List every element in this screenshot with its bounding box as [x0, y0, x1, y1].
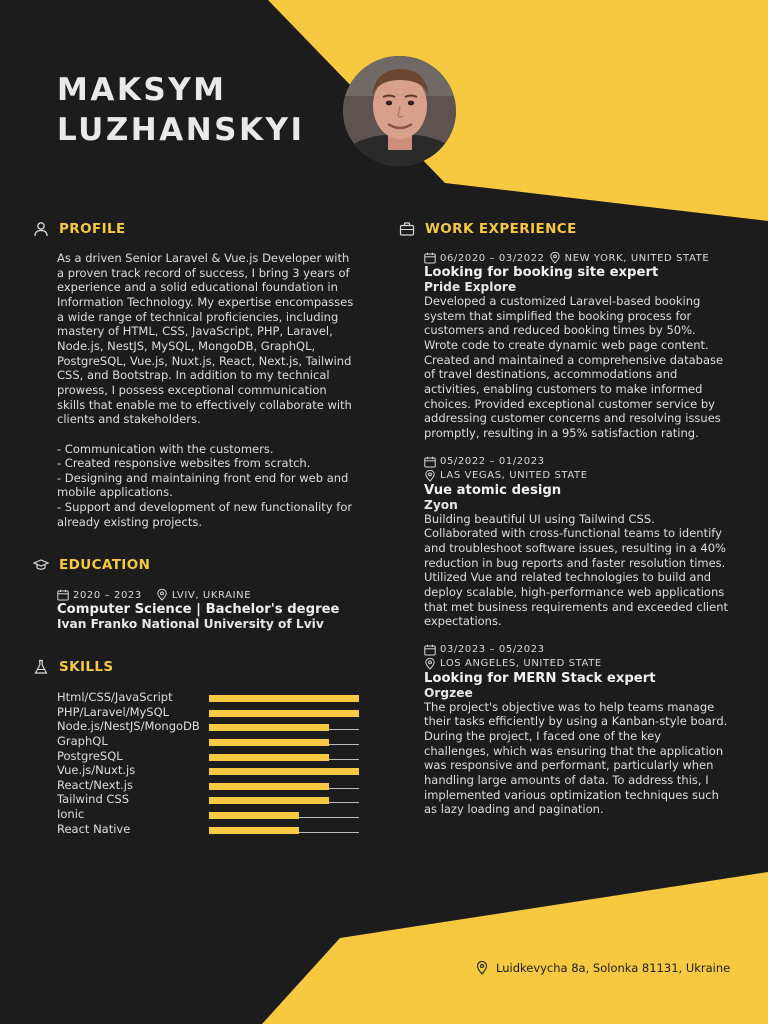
calendar-icon: [57, 589, 69, 601]
education-school: Ivan Franko National University of Lviv: [57, 617, 324, 631]
skill-level-fill: [209, 797, 329, 804]
education-meta: [57, 588, 367, 602]
job-title: Vue atomic design: [424, 482, 562, 498]
skill-level-fill: [209, 724, 329, 731]
avatar-photo: [343, 56, 456, 166]
candidate-name: [57, 70, 337, 150]
address-text: Luidkevycha 8a, Solonka 81131, Ukraine: [496, 961, 731, 975]
skills-heading: [33, 659, 114, 675]
skill-level-fill: [209, 768, 359, 775]
job-location: NEW YORK, UNITED STATE: [564, 252, 710, 264]
flask-icon: [33, 659, 49, 675]
job-entry: [424, 251, 729, 441]
skill-level-bar: [209, 792, 359, 806]
skill-row: [57, 748, 362, 763]
footer-address: [476, 961, 730, 975]
skill-level-bar: [209, 719, 359, 733]
job-dates: 03/2023 – 05/2023: [440, 644, 545, 656]
job-company: Zyon: [424, 497, 458, 512]
education-degree: Computer Science | Bachelor's degree: [57, 602, 340, 617]
job-dates: 06/2020 – 03/2022: [440, 252, 545, 264]
profile-point: - Designing and maintaining front end for web and mobile applications.: [57, 470, 349, 500]
profile-heading: [33, 221, 126, 237]
skill-row: [57, 792, 362, 807]
skill-level-bar: [209, 778, 359, 792]
skill-level-bar: [209, 734, 359, 748]
skill-row: [57, 705, 362, 720]
skill-level-bar: [209, 807, 359, 821]
graduation-cap-icon: [33, 557, 49, 573]
education-heading: [33, 557, 150, 573]
calendar-icon: [424, 456, 436, 468]
skill-row: [57, 690, 362, 705]
location-pin-icon: [476, 961, 488, 975]
skill-row: [57, 778, 362, 793]
skill-level-fill: [209, 710, 359, 717]
skill-level-fill: [209, 695, 359, 702]
skill-name: GraphQL: [57, 734, 108, 749]
job-meta: [424, 643, 729, 657]
last-name: LUZHANSKYI: [57, 112, 305, 148]
profile-title: PROFILE: [59, 221, 126, 237]
skill-level-bar: [209, 705, 359, 719]
job-description: Developed a customized Laravel-based booking system that simplified the booking process for customers and reduced booking times by 50%. Wrote code to create dynamic web page content. Created and maintained a comprehensive database of travel destinations, accommodations and activities, enabling customers to make informed choices. Provided exceptional customer service by addressing customer concerns and resolving issues promptly, resulting in a 95% satisfaction rating.: [424, 294, 724, 440]
briefcase-icon: [399, 221, 415, 237]
skill-row: [57, 821, 362, 836]
education-section: [57, 588, 367, 631]
location-pin-icon: [424, 658, 436, 670]
first-name: MAKSYM: [57, 72, 227, 108]
calendar-icon: [424, 644, 436, 656]
location-pin-icon: [424, 470, 436, 482]
education-location: LVIV, UKRAINE: [171, 589, 252, 601]
skill-name: Tailwind CSS: [57, 792, 130, 807]
profile-summary: As a driven Senior Laravel & Vue.js Developer with a proven track record of success, I bring 3 years of experience and a solid educational foundation in Information Technology. My expertise encompasses a wide range of technical proficiencies, including mastery of HTML, CSS, JavaScript, PHP, Laravel, Node.js, NestJS, MySQL, MongoDB, GraphQL, PostgreSQL, Vue.js, Nuxt.js, React, Next.js, Tailwind CSS, and Bootstrap. In addition to my technical prowess, I possess exceptional communication skills that enable me to effectively collaborate with clients and stakeholders.: [57, 251, 354, 427]
education-title: EDUCATION: [59, 557, 151, 573]
job-location: LAS VEGAS, UNITED STATE: [440, 470, 588, 482]
skill-name: Ionic: [57, 807, 85, 822]
work-title: WORK EXPERIENCE: [425, 221, 577, 237]
skill-level-fill: [209, 754, 329, 761]
profile-point: - Created responsive websites from scratch.: [57, 456, 311, 471]
job-company: Pride Explore: [424, 280, 517, 294]
skill-row: [57, 734, 362, 749]
location-pin-icon: [156, 589, 168, 601]
skill-level-fill: [209, 827, 299, 834]
skill-level-fill: [209, 812, 299, 819]
skill-name: React/Next.js: [57, 777, 133, 792]
skill-name: Html/CSS/JavaScript: [57, 690, 173, 705]
calendar-icon: [424, 252, 436, 264]
job-description: Building beautiful UI using Tailwind CSS. Collaborated with cross-functional teams to identify and troubleshoot software issues, resulting in a 40% reduction in bug reports and faster resolution times. Utilized Vue and related technologies to build and deploy scalable, high-performance web applications that met business requirements and exceeded client expectations.: [424, 511, 728, 629]
job-meta-location: [424, 657, 729, 671]
job-entry: [424, 455, 729, 629]
skill-row: [57, 807, 362, 822]
skill-name: Vue.js/Nuxt.js: [57, 763, 136, 778]
job-meta-location: [424, 469, 729, 483]
skill-level-fill: [209, 739, 329, 746]
job-description: The project's objective was to help teams manage their tasks efficiently by using a Kanban-style board. During the project, I faced one of the key challenges, which was ensuring that the application was responsive and performant, particularly when handling large amounts of data. To address this, I implemented various optimization techniques such as lazy loading and pagination.: [424, 699, 728, 817]
job-meta: [424, 251, 729, 265]
skill-level-bar: [209, 749, 359, 763]
skill-name: PHP/Laravel/MySQL: [57, 704, 170, 719]
job-location: LOS ANGELES, UNITED STATE: [440, 658, 602, 670]
job-entry: [424, 643, 729, 817]
skills-title: SKILLS: [59, 659, 114, 675]
job-title: Looking for booking site expert: [424, 265, 659, 280]
job-dates: 05/2022 – 01/2023: [440, 456, 545, 468]
user-icon: [33, 221, 49, 237]
profile-point: - Communication with the customers.: [57, 441, 274, 456]
avatar: [343, 56, 456, 166]
work-heading: [399, 221, 577, 237]
location-pin-icon: [549, 252, 561, 264]
skill-level-bar: [209, 763, 359, 777]
job-meta: [424, 455, 729, 469]
education-dates: 2020 – 2023: [73, 589, 142, 601]
profile-point: - Support and development of new functionality for already existing projects.: [57, 500, 353, 529]
skills-section: [57, 690, 362, 836]
skill-level-fill: [209, 783, 329, 790]
skill-row: [57, 763, 362, 778]
job-company: Orgzee: [424, 685, 473, 700]
skill-level-bar: [209, 690, 359, 704]
work-section: [424, 251, 729, 831]
job-title: Looking for MERN Stack expert: [424, 670, 656, 686]
skill-level-bar: [209, 822, 359, 836]
skill-name: PostgreSQL: [57, 748, 123, 763]
skill-name: Node.js/NestJS/MongoDB: [57, 719, 200, 734]
profile-section: [57, 251, 357, 529]
skill-row: [57, 719, 362, 734]
skill-name: React Native: [57, 821, 131, 836]
